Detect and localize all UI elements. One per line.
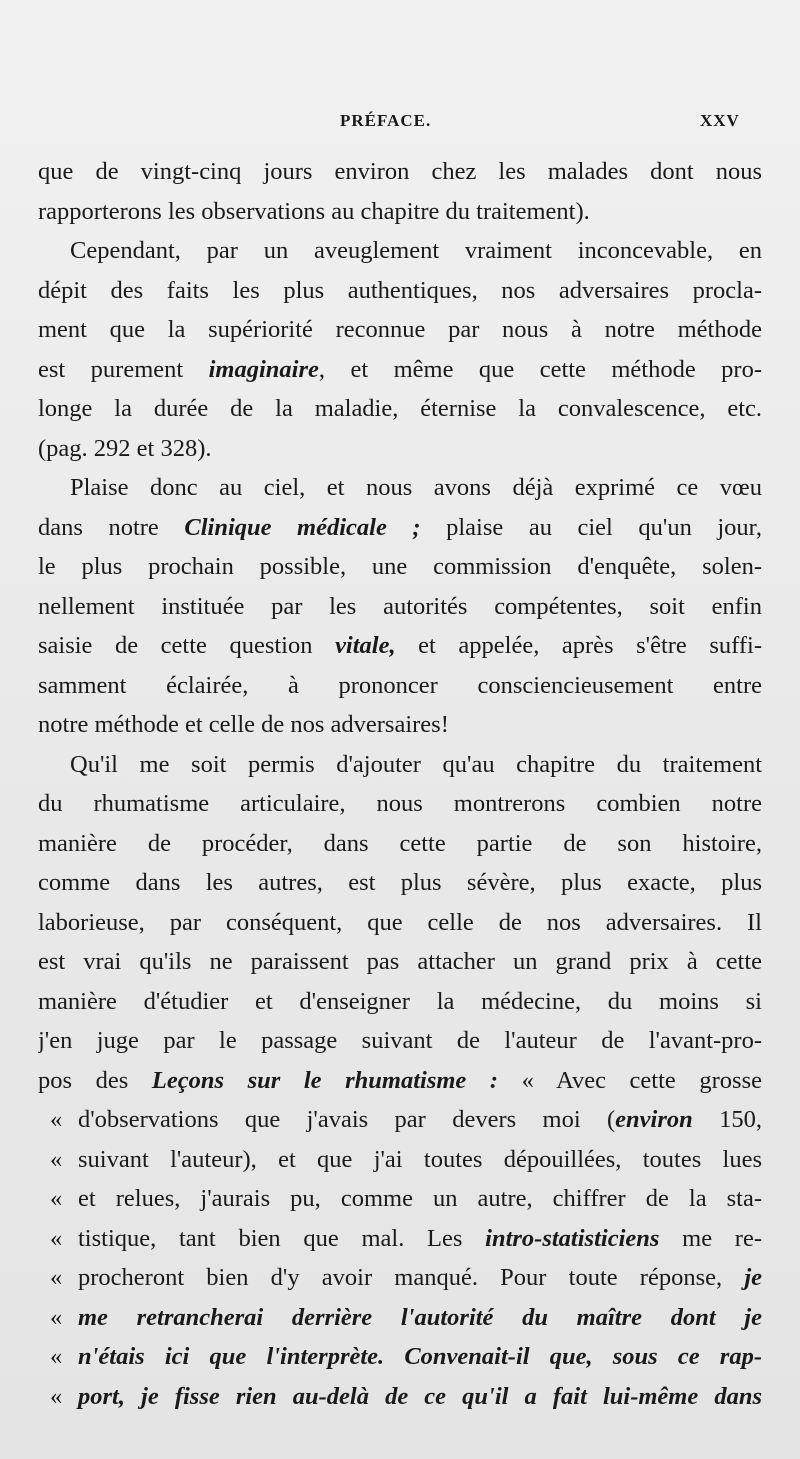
text-segment: Plaise donc au ciel, et nous avons déjà exprimé ce vœu [70,474,762,501]
text-segment: , et même que cette méthode pro- [318,355,762,383]
text-line [38,903,762,943]
text-line [38,192,762,232]
text-line [38,350,762,390]
text-line [38,152,762,192]
text-line [38,863,762,903]
text-line [38,824,762,864]
text-segment: longe la durée de la maladie, éternise la convalescence, etc. [38,395,762,422]
text-segment: procheront bien d'y avoir manqué. Pour toute réponse, [78,1264,745,1291]
italic-segment: n'étais ici que l'interprète. Convenait-il que, sous ce rap- [78,1343,762,1370]
text-segment: Cependant, par un aveuglement vraiment inconcevable, en [70,237,762,264]
text-line [38,705,762,745]
page-header [0,111,800,135]
italic-segment: Leçons sur le rhumatisme : [151,1066,499,1094]
text-segment: dépit des faits les plus authentiques, nos adversaires procla- [38,276,762,304]
text-segment: du rhumatisme articulaire, nous montrerons combien notre [38,790,762,817]
text-line [38,547,762,587]
text-segment: et appelée, après s'être suffi- [395,632,762,659]
italic-segment: vitale, [335,632,396,659]
body-text [38,152,762,1416]
text-segment: ment que la supériorité reconnue par nous à notre méthode [38,316,762,343]
text-segment: Qu'il me soit permis d'ajouter qu'au chapitre du traitement [70,750,762,778]
text-line [38,1258,762,1298]
text-segment: plaise au ciel qu'un jour, [420,513,762,541]
italic-segment: me retrancherai derrière l'autorité du maître dont je [78,1303,762,1331]
text-segment: 150, [692,1106,762,1133]
text-line [38,429,762,469]
text-line [38,310,762,350]
text-segment: d'observations que j'avais par devers moi ( [78,1106,616,1133]
text-line [38,982,762,1022]
quote-mark: « [50,1145,63,1173]
text-segment: tistique, tant bien que mal. Les [78,1224,486,1252]
text-segment: comme dans les autres, est plus sévère, plus exacte, plus [38,869,762,896]
text-line [38,587,762,627]
text-segment: rapporterons les observations au chapitre du traitement). [38,197,590,225]
text-line [38,1140,762,1180]
text-line [38,389,762,429]
text-segment: notre méthode et celle de nos adversaires! [38,711,449,738]
italic-segment: environ [615,1106,693,1133]
text-segment: dans notre [38,513,185,541]
quote-mark: « [50,1264,63,1291]
text-line [38,1179,762,1219]
text-segment: est purement [38,355,209,383]
text-line [38,1377,762,1417]
text-segment: « Avec cette grosse [498,1066,762,1094]
text-segment: nellement instituée par les autorités compétentes, soit enfin [38,592,762,620]
italic-segment: je [744,1264,762,1291]
text-line [38,1061,762,1101]
quote-mark: « [50,1224,63,1252]
text-segment: saisie de cette question [38,632,336,659]
text-line [38,666,762,706]
quote-mark: « [50,1185,63,1212]
text-line [38,942,762,982]
text-segment: et relues, j'aurais pu, comme un autre, chiffrer de la sta- [78,1185,762,1212]
text-segment: (pag. 292 et 328). [38,434,212,462]
text-segment: manière d'étudier et d'enseigner la médecine, du moins si [38,987,762,1015]
page-number: XXV [700,111,740,130]
text-segment: manière de procéder, dans cette partie de son histoire, [38,829,762,857]
text-line [38,626,762,666]
text-line [38,1337,762,1377]
text-segment: laborieuse, par conséquent, que celle de nos adversaires. Il [38,908,762,936]
italic-segment: intro-statisticiens [485,1224,660,1252]
text-line [38,468,762,508]
quote-mark: « [50,1303,63,1331]
text-line [38,1021,762,1061]
italic-segment: imaginaire [208,355,319,383]
text-line [38,231,762,271]
text-line [38,784,762,824]
text-line [38,508,762,548]
text-segment: me re- [659,1224,762,1252]
italic-segment: Clinique médicale ; [184,513,421,541]
text-segment: le plus prochain possible, une commission d'enquête, solen- [38,553,762,580]
quote-mark: « [50,1343,63,1370]
text-segment: suivant l'auteur), et que j'ai toutes dépouillées, toutes lues [78,1145,762,1173]
text-segment: j'en juge par le passage suivant de l'auteur de l'avant-pro- [38,1027,762,1054]
text-line [38,1219,762,1259]
text-segment: est vrai qu'ils ne paraissent pas attacher un grand prix à cette [38,948,762,975]
running-title: PRÉFACE. [340,111,432,130]
text-line [38,1100,762,1140]
italic-segment: port, je fisse rien au-delà de ce qu'il a fait lui-même dans [78,1382,762,1410]
text-line [38,271,762,311]
text-line [38,1298,762,1338]
text-segment: samment éclairée, à prononcer consciencieusement entre [38,671,762,699]
text-segment: pos des [38,1066,152,1094]
quote-mark: « [50,1382,63,1410]
text-segment: que de vingt-cinq jours environ chez les malades dont nous [38,158,762,185]
text-line [38,745,762,785]
quote-mark: « [50,1106,63,1133]
